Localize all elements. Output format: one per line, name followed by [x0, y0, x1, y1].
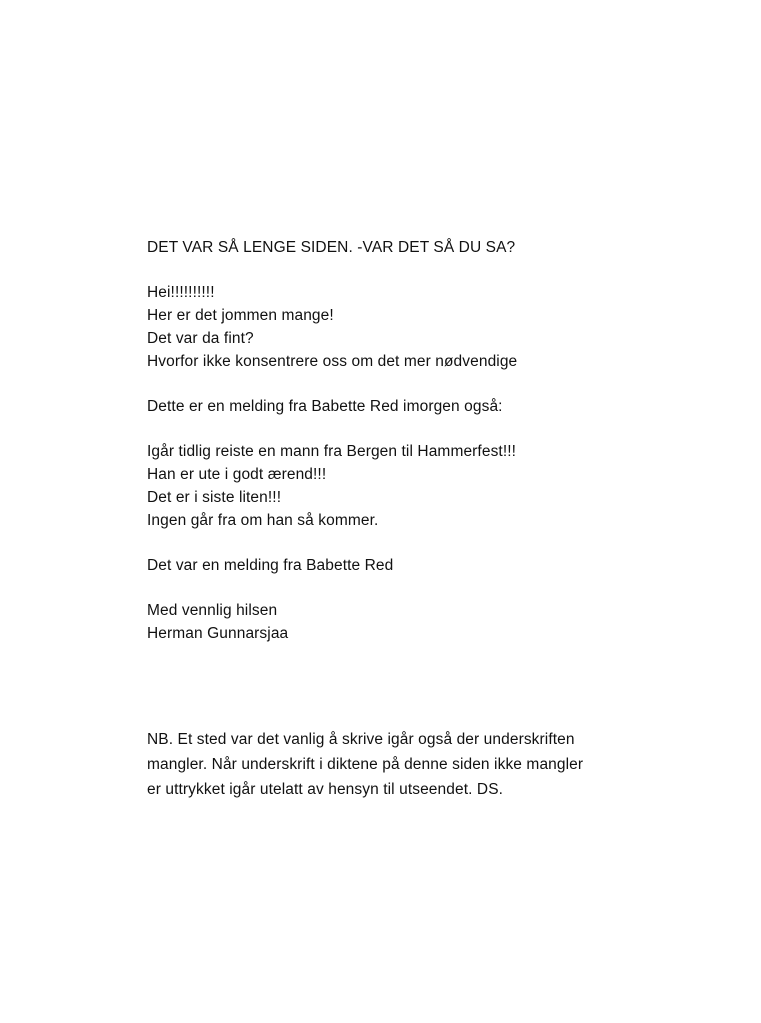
poem-title: DET VAR SÅ LENGE SIDEN. -VAR DET SÅ DU SA?: [147, 239, 516, 256]
signoff-name: Herman Gunnarsjaa: [147, 625, 289, 642]
spacer: [147, 373, 517, 395]
signoff-greeting: Med vennlig hilsen: [147, 602, 278, 619]
stanza2-line: Han er ute i godt ærend!!!: [147, 466, 327, 483]
stanza2-line: Ingen går fra om han så kommer.: [147, 512, 379, 529]
footnote-line: mangler. Når underskrift i diktene på denne siden ikke mangler: [147, 756, 584, 773]
stanza1-line: Her er det jommen mange!: [147, 307, 334, 324]
stanza2-line: Det er i siste liten!!!: [147, 489, 282, 506]
message-outro: Det var en melding fra Babette Red: [147, 557, 394, 574]
poem-block: [147, 236, 517, 645]
footnote-block: [147, 727, 583, 802]
stanza1-line: Det var da fint?: [147, 330, 254, 347]
footnote-line: er uttrykket igår utelatt av hensyn til utseendet. DS.: [147, 781, 504, 798]
spacer: [147, 532, 517, 554]
stanza2-line: Igår tidlig reiste en mann fra Bergen til Hammerfest!!!: [147, 443, 517, 460]
stanza1-line: Hvorfor ikke konsentrere oss om det mer nødvendige: [147, 353, 518, 370]
spacer: [147, 418, 517, 440]
footnote-line: NB. Et sted var det vanlig å skrive igår også der underskriften: [147, 731, 575, 748]
message-intro: Dette er en melding fra Babette Red imorgen også:: [147, 398, 503, 415]
spacer: [147, 259, 517, 281]
spacer: [147, 577, 517, 599]
stanza1-line: Hei!!!!!!!!!!: [147, 284, 215, 301]
